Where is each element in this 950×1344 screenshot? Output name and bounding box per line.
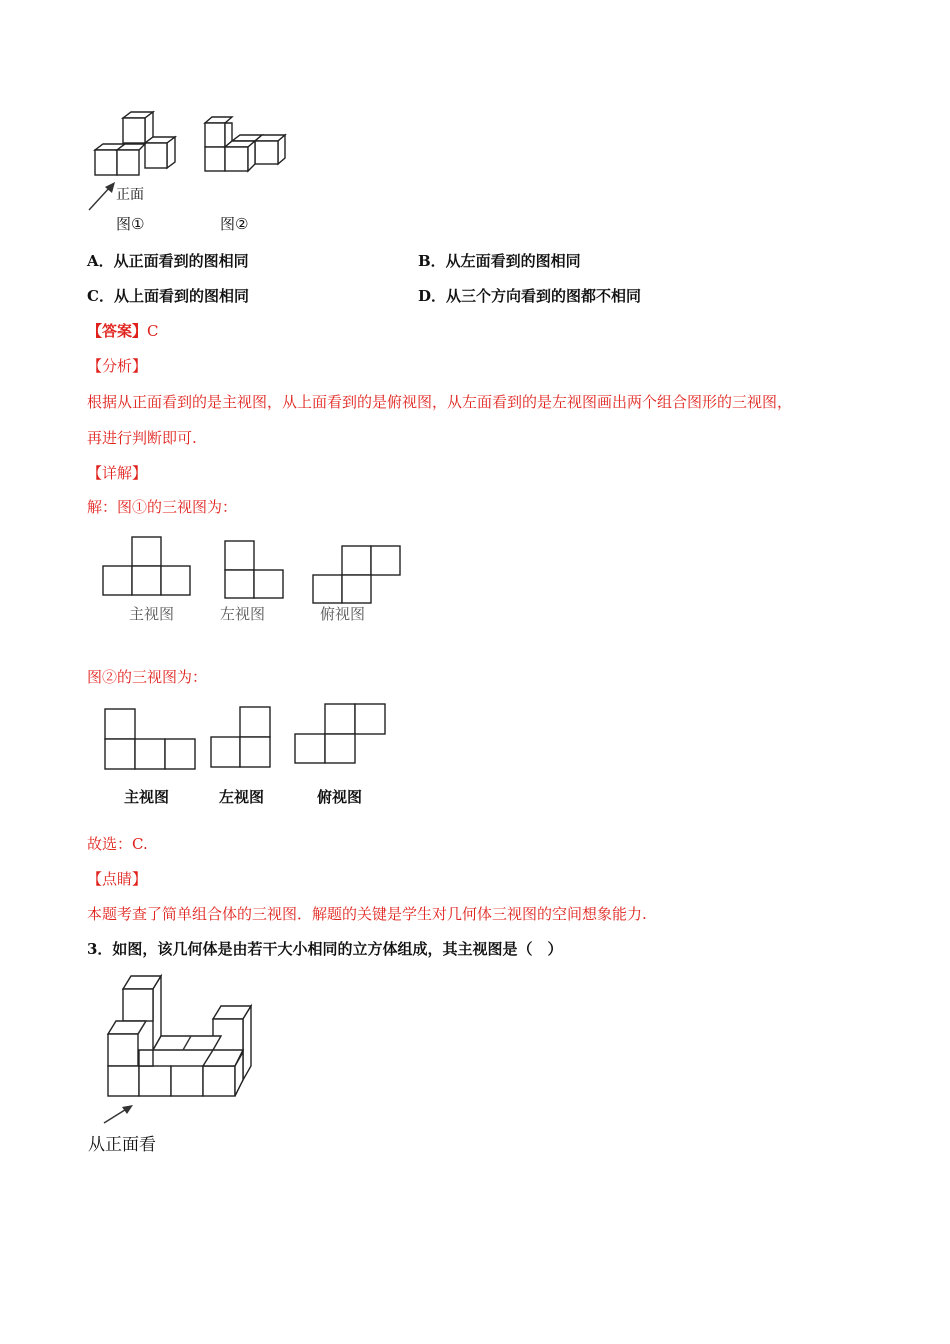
detail-intro-1: 解：图①的三视图为： xyxy=(87,498,238,516)
fig1-main-view xyxy=(103,536,193,596)
question-3-arrow xyxy=(100,1103,140,1128)
option-c: C．从上面看到的图相同 xyxy=(87,287,249,305)
analysis-line-2: 再进行判断即可. xyxy=(87,429,197,447)
fig2-left-label: 左视图 xyxy=(219,788,265,806)
fig1-left-label: 左视图 xyxy=(220,605,266,623)
fig2-left-view xyxy=(210,706,272,768)
fig2-top-label: 俯视图 xyxy=(317,788,363,806)
comment-tag: 【点睛】 xyxy=(87,870,148,888)
fig2-main-view xyxy=(104,708,199,770)
question-3: 3．如图，该几何体是由若干大小相同的立方体组成，其主视图是（ ） xyxy=(87,940,563,958)
figure-1-cubes xyxy=(85,110,205,180)
fig1-top-label: 俯视图 xyxy=(320,605,366,623)
analysis-line-1: 根据从正面看到的是主视图，从上面看到的是俯视图，从左面看到的是左视图画出两个组合图形的三视图， xyxy=(87,393,793,411)
option-a: A．从正面看到的图相同 xyxy=(87,252,249,270)
fig1-main-label: 主视图 xyxy=(129,605,175,623)
comment-text: 本题考查了简单组合体的三视图．解题的关键是学生对几何体三视图的空间想象能力. xyxy=(87,905,647,923)
option-b: B．从左面看到的图相同 xyxy=(418,252,581,270)
answer-value: C xyxy=(147,322,159,340)
figure-2-cubes xyxy=(200,115,310,175)
fig2-top-view xyxy=(294,703,389,765)
analysis-tag: 【分析】 xyxy=(87,357,148,375)
fig1-left-view xyxy=(224,540,284,600)
figure-1-label: 图① xyxy=(116,215,145,233)
option-d: D．从三个方向看到的图都不相同 xyxy=(418,287,642,305)
detail-conclusion: 故选：C. xyxy=(87,835,148,853)
question-3-cubes xyxy=(105,972,270,1102)
front-label: 正面 xyxy=(116,187,144,203)
fig2-main-label: 主视图 xyxy=(124,788,170,806)
detail-intro-2: 图②的三视图为： xyxy=(87,668,208,686)
detail-tag: 【详解】 xyxy=(87,464,148,482)
figure-2-label: 图② xyxy=(220,215,249,233)
answer-tag: 【答案】 xyxy=(87,322,148,340)
answer-line xyxy=(87,321,159,341)
question-3-arrow-label: 从正面看 xyxy=(88,1135,156,1155)
fig1-top-view xyxy=(312,545,402,605)
